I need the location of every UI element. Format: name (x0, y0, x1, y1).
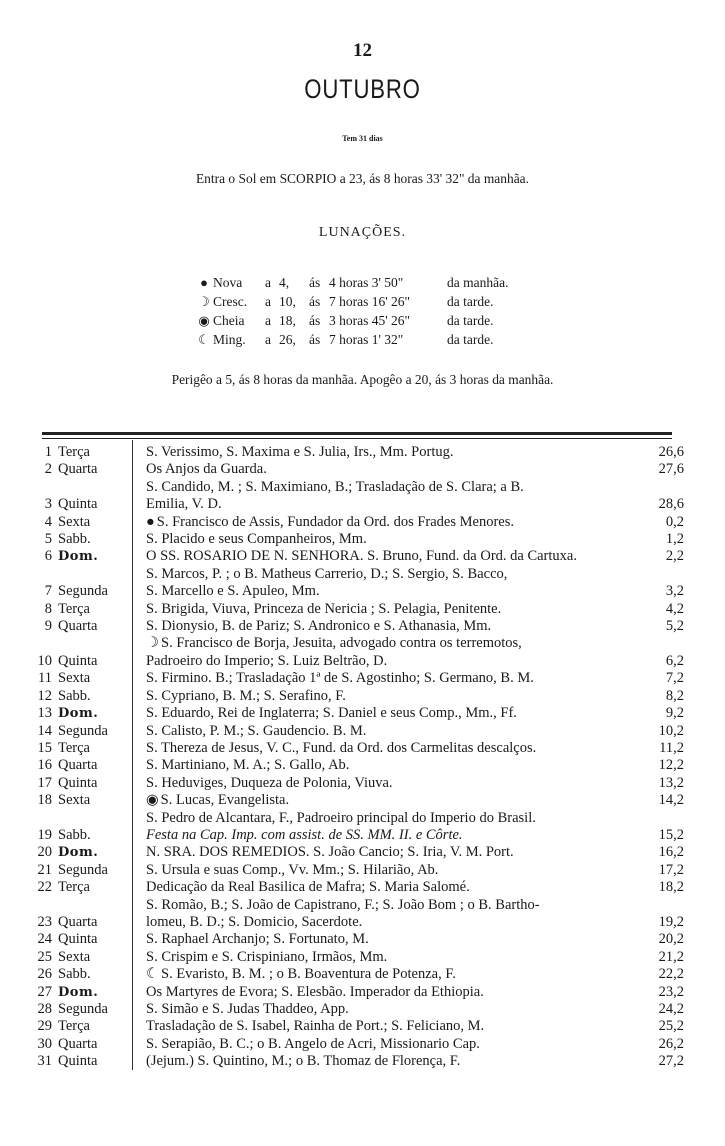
calendar-row (28, 757, 684, 774)
saints-line: Dedicação da Real Basilica de Mafra; S. Maria Salomé. (146, 879, 470, 896)
weekday: Terça (58, 1018, 90, 1035)
calendar-row (28, 461, 684, 478)
saints-line: S. Placido e seus Companheiros, Mm. (146, 531, 367, 548)
moon-phase-day: 4, (279, 275, 290, 290)
saints-line: S. Marcello e S. Apuleo, Mm. (146, 583, 320, 600)
age-value: 4,2 (665, 600, 684, 617)
page-number: 12 (353, 40, 372, 61)
calendar-row (28, 478, 684, 514)
moon-phase-sep: ás (309, 275, 321, 290)
moon-phase-icon: ◉ (198, 313, 210, 328)
day-number: 21 (37, 861, 52, 878)
day-number: 30 (37, 1035, 52, 1052)
day-number: 13 (37, 705, 52, 722)
day-number: 20 (37, 844, 52, 861)
age-value: 24,2 (658, 1001, 684, 1017)
calendar-row (28, 444, 684, 461)
calendar-row (28, 844, 684, 861)
saints-text (138, 949, 632, 966)
age-value: 0,2 (665, 513, 684, 530)
weekday: Sexta (58, 948, 91, 965)
moon-phase-day: 18, (279, 313, 296, 328)
age-value: 5,2 (665, 618, 684, 635)
calendar-row (28, 931, 684, 948)
calendar-row (28, 1035, 684, 1053)
moon-phase-a: a (265, 313, 271, 328)
saints-line: S. Raphael Archanjo; S. Fortunato, M. (146, 931, 369, 948)
moon-phase-icon: ☽ (198, 294, 210, 309)
moon-phase-period: da tarde. (447, 313, 494, 328)
saints-text (138, 444, 632, 461)
age-value: 17,2 (658, 861, 684, 878)
weekday: Segunda (58, 583, 108, 600)
saints-line: (Jejum.) S. Quintino, M.; o B. Thomaz de Florença, F. (146, 1053, 461, 1070)
moon-phase-row (195, 311, 555, 330)
day-number: 25 (37, 948, 52, 965)
age-value: 25,2 (658, 1018, 684, 1035)
saints-text (138, 740, 632, 757)
age-value: 15,2 (658, 826, 684, 843)
saints-line: S. Ursula e suas Comp., Vv. Mm.; S. Hilarião, Ab. (146, 861, 439, 878)
moon-phase-row (195, 273, 555, 292)
day-number: 6 (44, 548, 52, 565)
weekday: Segunda (58, 1001, 108, 1017)
moon-phase-icon: ● (200, 275, 208, 290)
age-value: 21,2 (658, 948, 684, 965)
calendar-row (28, 565, 684, 601)
saints-line (146, 635, 632, 652)
saints-line: S. Serapião, B. C.; o B. Angelo de Acri, Missionario Cap. (146, 1035, 480, 1052)
weekday: Quinta (58, 1053, 98, 1070)
moon-phase-time: 3 horas 45' 26" (329, 313, 411, 328)
saints-text (138, 618, 632, 635)
moon-phase-icon: ☾ (198, 332, 210, 347)
day-number: 7 (44, 583, 52, 600)
moon-phase-name: Cheia (213, 313, 245, 328)
age-value: 22,2 (658, 966, 684, 983)
weekday: Terça (58, 739, 90, 756)
saints-line (146, 966, 632, 983)
header-rule-thin (42, 438, 672, 439)
moon-phases-list (195, 273, 555, 349)
saints-line: N. SRA. DOS REMEDIOS. S. João Cancio; S. Iria, V. M. Port. (146, 844, 514, 861)
age-value: 10,2 (658, 722, 684, 739)
age-value: 27,2 (658, 1053, 684, 1070)
calendar-row (28, 635, 684, 670)
saints-text (138, 931, 632, 948)
age-value: 9,2 (665, 705, 684, 722)
age-value: 11,2 (659, 739, 684, 756)
age-value: 27,6 (658, 461, 684, 478)
saints-line: Trasladação de S. Isabel, Rainha de Port.; S. Feliciano, M. (146, 1018, 485, 1035)
saints-text (138, 566, 632, 601)
age-value: 16,2 (658, 844, 684, 861)
weekday: Dom. (58, 549, 99, 565)
calendar-row (28, 792, 684, 809)
calendar-row (28, 1018, 684, 1035)
saints-line: S. Romão, B.; S. João de Capistrano, F.; S. João Bom ; o B. Bartho- (146, 896, 540, 913)
moon-phase-row (195, 292, 555, 311)
age-value: 12,2 (658, 757, 684, 774)
header-rule-thick (42, 432, 672, 435)
saints-text (138, 479, 632, 514)
saints-line (146, 792, 632, 809)
weekday: Dom. (58, 984, 99, 1000)
calendar-row (28, 1053, 684, 1070)
weekday: Dom. (58, 706, 99, 722)
moon-phase-icon: ◉ (146, 792, 159, 809)
day-number: 8 (44, 600, 52, 617)
age-value: 23,2 (658, 983, 684, 1000)
day-number: 3 (44, 496, 52, 513)
age-value: 3,2 (665, 583, 684, 600)
age-value: 26,2 (658, 1035, 684, 1052)
perigee-apogee-line: Perigêo a 5, ás 8 horas da manhãa. Apogêo a 20, ás 3 horas da manhãa. (171, 373, 554, 388)
saints-line-text: S. Francisco de Assis, Fundador da Ord. dos Frades Menores. (156, 513, 514, 530)
saints-line: S. Martiniano, M. A.; S. Gallo, Ab. (146, 757, 350, 774)
lunacoes-title: LUNAÇÕES. (318, 225, 407, 240)
saints-line: S. Candido, M. ; S. Maximiano, B.; Trasladação de S. Clara; a B. (146, 478, 524, 495)
weekday: Dom. (58, 845, 99, 861)
day-number: 19 (37, 826, 52, 843)
saints-text (138, 514, 632, 531)
age-value: 18,2 (658, 879, 684, 896)
moon-phase-icon: ● (146, 513, 155, 530)
day-number: 28 (37, 1001, 52, 1017)
saints-line: O SS. ROSARIO DE N. SENHORA. S. Bruno, Fund. da Ord. da Cartuxa. (146, 548, 577, 565)
age-value: 6,2 (665, 652, 684, 669)
calendar-row (28, 861, 684, 879)
calendar-row (28, 513, 684, 531)
weekday: Quinta (58, 652, 98, 669)
day-number: 24 (37, 931, 52, 948)
saints-text (138, 1036, 632, 1053)
calendar-row (28, 739, 684, 757)
weekday: Sexta (58, 792, 91, 809)
saints-text (138, 897, 632, 932)
day-number: 29 (37, 1018, 52, 1035)
age-value: 8,2 (665, 687, 684, 704)
weekday: Terça (58, 600, 90, 617)
calendar-row (28, 1001, 684, 1018)
moon-phase-a: a (265, 294, 271, 309)
moon-phase-day: 26, (279, 332, 296, 347)
saints-line: S. Simão e S. Judas Thaddeo, App. (146, 1001, 349, 1017)
saints-line: S. Marcos, P. ; o B. Matheus Carrerio, D.; S. Sergio, S. Bacco, (146, 565, 508, 582)
saints-line: lomeu, B. D.; S. Domicio, Sacerdote. (146, 913, 363, 930)
calendar-row (28, 687, 684, 705)
saints-text (138, 984, 632, 1001)
moon-phase-sep: ás (309, 294, 321, 309)
age-value: 28,6 (658, 496, 684, 513)
weekday: Segunda (58, 861, 108, 878)
saints-line: Os Anjos da Guarda. (146, 461, 267, 478)
calendar-row (28, 670, 684, 687)
day-number: 12 (37, 687, 52, 704)
moon-phase-time: 7 horas 16' 26" (329, 294, 411, 309)
calendar-row (28, 879, 684, 896)
weekday: Quarta (58, 461, 98, 478)
sun-entry-line: Entra o Sol em SCORPIO a 23, ás 8 horas 33' 32" da manhãa. (195, 172, 530, 187)
calendar-row (28, 705, 684, 722)
day-number: 10 (37, 652, 52, 669)
weekday: Sabb. (58, 826, 91, 843)
moon-phase-time: 4 horas 3' 50" (329, 275, 404, 290)
saints-line-text: S. Francisco de Borja, Jesuita, advogado contra os terremotos, (161, 635, 522, 652)
saints-text (138, 792, 632, 809)
moon-phase-icon: ☾ (146, 966, 159, 983)
saints-text (138, 461, 632, 478)
saints-line: S. Eduardo, Rei de Inglaterra; S. Daniel e seus Comp., Mm., Ff. (146, 705, 517, 722)
saints-line: Festa na Cap. Imp. com assist. de SS. MM. II. e Côrte. (146, 826, 463, 843)
saints-text (138, 879, 632, 896)
weekday: Terça (58, 444, 90, 460)
calendar-row (28, 618, 684, 635)
saints-line: S. Pedro de Alcantara, F., Padroeiro principal do Imperio do Brasil. (146, 809, 536, 826)
saints-line: S. Brigida, Viuva, Princeza de Nericia ; S. Pelagia, Penitente. (146, 600, 502, 617)
calendar-row (28, 774, 684, 792)
calendar-row (28, 600, 684, 618)
weekday: Sabb. (58, 531, 91, 548)
day-number: 2 (44, 461, 52, 478)
day-number: 9 (44, 618, 52, 635)
moon-phase-day: 10, (279, 294, 296, 309)
saints-text (138, 757, 632, 774)
days-note: Tem 31 dias (342, 134, 383, 143)
saints-text (138, 548, 632, 565)
calendar-row (28, 966, 684, 983)
day-number: 16 (37, 757, 52, 774)
saints-text (138, 862, 632, 879)
day-number: 27 (37, 983, 52, 1000)
weekday: Quarta (58, 1035, 98, 1052)
age-value: 1,2 (665, 531, 684, 548)
moon-phase-row (195, 330, 555, 349)
moon-phase-name: Cresc. (213, 294, 248, 309)
saints-line (146, 514, 632, 531)
saints-line: S. Firmino. B.; Trasladação 1ª de S. Agostinho; S. Germano, B. M. (146, 670, 534, 687)
moon-phase-a: a (265, 332, 271, 347)
day-number: 15 (37, 739, 52, 756)
calendar-row (28, 896, 684, 932)
day-number: 22 (37, 879, 52, 896)
saints-text (138, 705, 632, 722)
saints-line: S. Dionysio, B. de Pariz; S. Andronico e S. Athanasia, Mm. (146, 618, 492, 635)
moon-phase-period: da tarde. (447, 332, 494, 347)
weekday: Quarta (58, 757, 98, 774)
saints-line: S. Crispim e S. Crispiniano, Irmãos, Mm. (146, 948, 388, 965)
saints-text (138, 844, 632, 861)
saints-line-text: S. Evaristo, B. M. ; o B. Boaventura de Potenza, F. (161, 966, 456, 983)
age-value: 14,2 (658, 792, 684, 809)
weekday: Quinta (58, 931, 98, 948)
calendar-row (28, 548, 684, 565)
age-value: 13,2 (658, 774, 684, 791)
saints-text (138, 531, 632, 548)
saints-line: S. Cypriano, B. M.; S. Serafino, F. (146, 687, 346, 704)
day-number: 14 (37, 722, 52, 739)
moon-phase-icon: ☽ (146, 635, 159, 652)
day-number: 1 (44, 444, 52, 460)
saints-line: S. Verissimo, S. Maxima e S. Julia, Irs., Mm. Portug. (146, 444, 454, 460)
weekday: Quarta (58, 618, 98, 635)
day-number: 17 (37, 774, 52, 791)
weekday: Quarta (58, 913, 98, 930)
calendar-row (28, 983, 684, 1001)
saints-text (138, 723, 632, 740)
moon-phase-time: 7 horas 1' 32" (329, 332, 404, 347)
month-title: OUTUBRO (304, 74, 421, 104)
saints-text (138, 966, 632, 983)
saints-line: Os Martyres de Evora; S. Elesbão. Imperador da Ethiopia. (146, 983, 484, 1000)
weekday: Quinta (58, 496, 98, 513)
saints-text (138, 688, 632, 705)
saints-text (138, 1018, 632, 1035)
moon-phase-name: Ming. (213, 332, 246, 347)
calendar-row (28, 809, 684, 845)
weekday: Sexta (58, 513, 91, 530)
age-value: 2,2 (665, 548, 684, 565)
saints-line: Padroeiro do Imperio; S. Luiz Beltrão, D. (146, 652, 388, 669)
calendar-row (28, 531, 684, 548)
saints-line: S. Calisto, P. M.; S. Gaudencio. B. M. (146, 722, 367, 739)
age-value: 19,2 (658, 913, 684, 930)
day-number: 23 (37, 913, 52, 930)
age-value: 7,2 (665, 670, 684, 687)
saints-text (138, 1053, 632, 1070)
weekday: Sabb. (58, 687, 91, 704)
saints-text (138, 635, 632, 670)
age-value: 26,6 (658, 444, 684, 460)
saints-text (138, 601, 632, 618)
weekday: Quinta (58, 774, 98, 791)
weekday: Sabb. (58, 966, 91, 983)
day-number: 18 (37, 792, 52, 809)
day-number: 4 (44, 513, 52, 530)
calendar-row (28, 948, 684, 966)
saints-text (138, 810, 632, 845)
weekday: Sexta (58, 670, 91, 687)
moon-phase-name: Nova (213, 275, 243, 290)
moon-phase-a: a (265, 275, 271, 290)
moon-phase-sep: ás (309, 313, 321, 328)
weekday: Segunda (58, 722, 108, 739)
moon-phase-period: da tarde. (447, 294, 494, 309)
saints-line-text: S. Lucas, Evangelista. (160, 792, 290, 809)
saints-calendar (28, 444, 684, 1071)
saints-text (138, 1001, 632, 1018)
saints-line: S. Heduviges, Duqueza de Polonia, Viuva. (146, 774, 393, 791)
day-number: 5 (44, 531, 52, 548)
saints-text (138, 775, 632, 792)
calendar-row (28, 722, 684, 740)
age-value: 20,2 (658, 931, 684, 948)
day-number: 26 (37, 966, 52, 983)
saints-line: S. Thereza de Jesus, V. C., Fund. da Ord. dos Carmelitas descalços. (146, 739, 537, 756)
weekday: Terça (58, 879, 90, 896)
day-number: 31 (37, 1053, 52, 1070)
moon-phase-sep: ás (309, 332, 321, 347)
moon-phase-period: da manhãa. (447, 275, 509, 290)
saints-line: Emilia, V. D. (146, 496, 222, 513)
day-number: 11 (38, 670, 52, 687)
saints-text (138, 670, 632, 687)
